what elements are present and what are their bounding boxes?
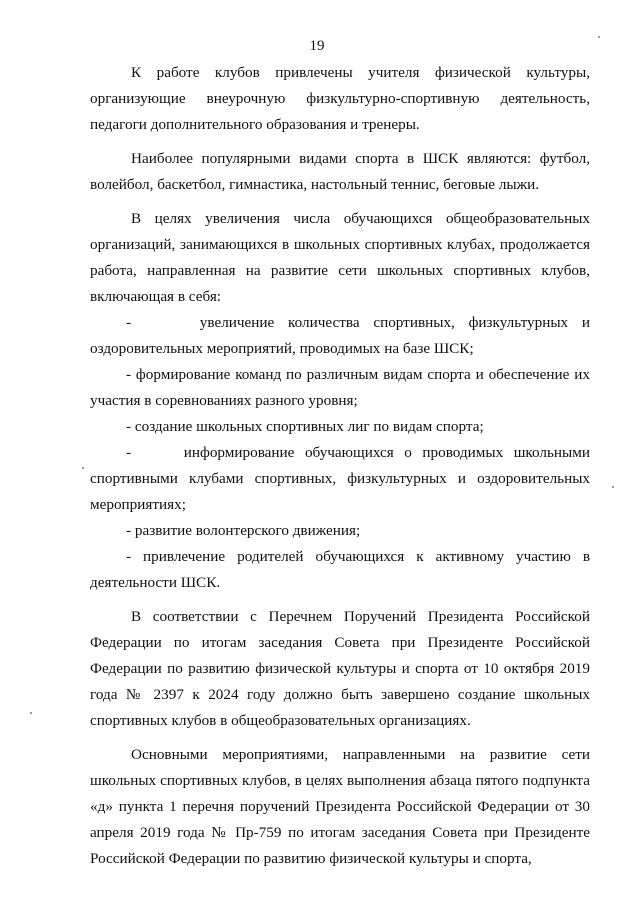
list-item-parents: - привлечение родителей обучающихся к активному участию в деятельности ШСК. — [90, 548, 590, 591]
list-item-volunteers: - развитие волонтерского движения; — [126, 522, 361, 539]
paragraph-network-development: В целях увеличения числа обучающихся общеобразовательных организаций, занимающихся в школьных спортивных клубах, продолжается работа, направленная на развитие сети школьных спортивных клубов, включающая в себя: — [90, 210, 590, 305]
scan-speck — [598, 36, 600, 38]
paragraph-main-activities: Основными мероприятиями, направленными на развитие сети школьных спортивных клубов, в целях выполнения абзаца пятого подпункта «д» пункта 1 перечня поручений Президента Российской Федерации от 30 апреля 2019 года № Пр-759 по итогам заседания Совета при Президенте Российской Федерации по развитию физической культуры и спорта, — [90, 746, 590, 867]
paragraph-presidential-order: В соответствии с Перечнем Поручений Президента Российской Федерации по итогам заседания Совета при Президенте Российской Федерации по развитию физической культуры и спорта от 10 октября 2019 года № 2397 к 2024 году должно быть завершено создание школьных спортивных клубов в общеобразовательных организациях. — [90, 608, 590, 729]
scan-speck — [612, 486, 614, 488]
paragraph-popular-sports: Наиболее популярными видами спорта в ШСК являются: футбол, волейбол, баскетбол, гимнастика, настольный теннис, беговые лыжи. — [90, 150, 590, 193]
list-item-leagues: - создание школьных спортивных лиг по видам спорта; — [126, 418, 484, 435]
document-body — [90, 60, 590, 872]
scan-speck — [82, 467, 84, 469]
paragraph-club-staff: К работе клубов привлечены учителя физической культуры, организующие внеурочную физкультурно-спортивную деятельность, педагоги дополнительного образования и тренеры. — [90, 64, 590, 133]
list-item-informing: - информирование обучающихся о проводимых школьными спортивными клубами спортивных, физкультурных и оздоровительных мероприятиях; — [90, 444, 590, 513]
list-item-events: - увеличение количества спортивных, физкультурных и оздоровительных мероприятий, проводимых на базе ШСК; — [90, 314, 590, 357]
list-item-teams: - формирование команд по различным видам спорта и обеспечение их участия в соревнованиях разного уровня; — [90, 366, 590, 409]
scan-speck — [30, 712, 32, 714]
page-number: 19 — [309, 38, 325, 54]
